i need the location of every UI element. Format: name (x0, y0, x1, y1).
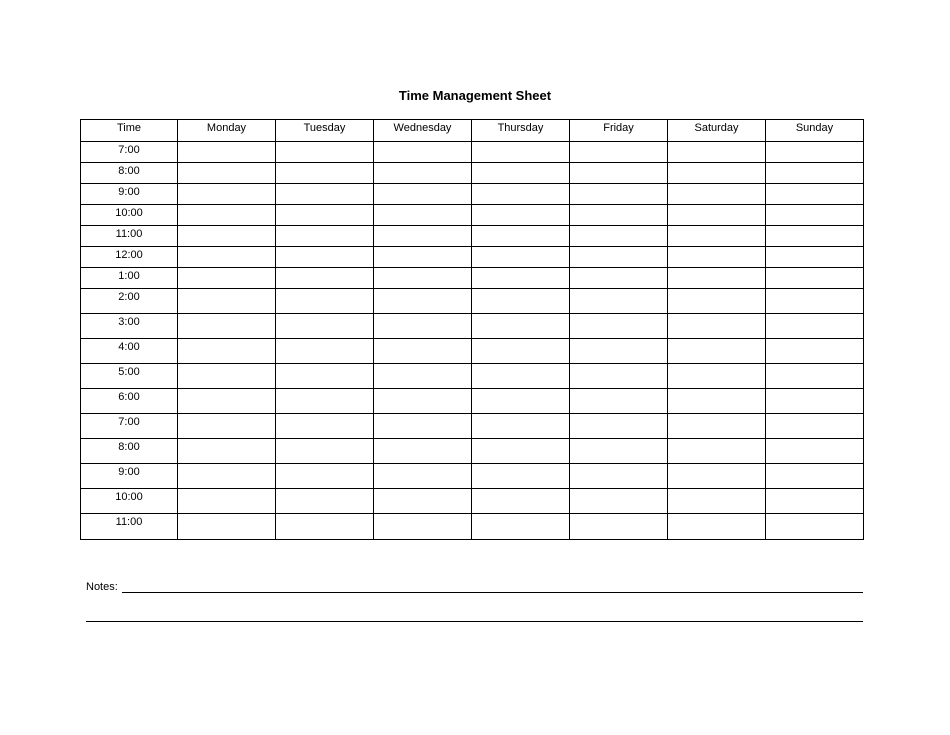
schedule-cell[interactable] (374, 339, 472, 364)
table-row (81, 247, 864, 268)
schedule-cell[interactable] (472, 464, 570, 489)
schedule-cell[interactable] (570, 364, 668, 389)
schedule-cell[interactable] (472, 364, 570, 389)
time-cell: 6:00 (81, 389, 178, 414)
schedule-cell[interactable] (668, 414, 766, 439)
schedule-cell[interactable] (766, 314, 864, 339)
schedule-cell[interactable] (766, 205, 864, 226)
time-cell: 1:00 (81, 268, 178, 289)
schedule-cell[interactable] (276, 247, 374, 268)
schedule-cell[interactable] (178, 439, 276, 464)
schedule-cell[interactable] (570, 389, 668, 414)
schedule-cell[interactable] (766, 268, 864, 289)
schedule-cell[interactable] (276, 439, 374, 464)
schedule-cell[interactable] (276, 226, 374, 247)
schedule-cell[interactable] (766, 439, 864, 464)
schedule-cell[interactable] (374, 314, 472, 339)
schedule-cell[interactable] (766, 184, 864, 205)
schedule-cell[interactable] (668, 514, 766, 540)
time-cell: 11:00 (81, 514, 178, 540)
schedule-cell[interactable] (374, 184, 472, 205)
schedule-cell[interactable] (472, 414, 570, 439)
schedule-cell[interactable] (472, 389, 570, 414)
table-row (81, 268, 864, 289)
schedule-cell[interactable] (766, 142, 864, 163)
schedule-table (80, 119, 864, 540)
schedule-cell[interactable] (766, 514, 864, 540)
schedule-cell[interactable] (276, 489, 374, 514)
schedule-cell[interactable] (570, 268, 668, 289)
column-header-time: Time (81, 120, 178, 142)
schedule-cell[interactable] (178, 226, 276, 247)
schedule-cell[interactable] (178, 314, 276, 339)
schedule-cell[interactable] (276, 314, 374, 339)
schedule-cell[interactable] (178, 268, 276, 289)
schedule-cell[interactable] (570, 314, 668, 339)
schedule-cell[interactable] (374, 389, 472, 414)
table-row (81, 289, 864, 314)
column-header-friday: Friday (570, 120, 668, 142)
schedule-cell[interactable] (276, 289, 374, 314)
schedule-cell[interactable] (668, 289, 766, 314)
schedule-cell[interactable] (374, 489, 472, 514)
schedule-cell[interactable] (766, 389, 864, 414)
schedule-cell[interactable] (766, 414, 864, 439)
schedule-cell[interactable] (668, 464, 766, 489)
column-header-thursday: Thursday (472, 120, 570, 142)
schedule-cell[interactable] (570, 439, 668, 464)
schedule-cell[interactable] (570, 247, 668, 268)
table-row (81, 314, 864, 339)
schedule-cell[interactable] (472, 226, 570, 247)
schedule-cell[interactable] (472, 289, 570, 314)
schedule-cell[interactable] (668, 339, 766, 364)
notes-line[interactable] (122, 580, 863, 593)
schedule-cell[interactable] (374, 414, 472, 439)
schedule-cell[interactable] (178, 514, 276, 540)
time-cell: 11:00 (81, 226, 178, 247)
notes-field (86, 580, 863, 593)
schedule-cell[interactable] (276, 364, 374, 389)
time-cell: 5:00 (81, 364, 178, 389)
schedule-cell[interactable] (570, 464, 668, 489)
schedule-cell[interactable] (472, 205, 570, 226)
table-row (81, 142, 864, 163)
schedule-cell[interactable] (668, 184, 766, 205)
schedule-cell[interactable] (668, 226, 766, 247)
table-row (81, 414, 864, 439)
schedule-cell[interactable] (766, 226, 864, 247)
schedule-cell[interactable] (570, 414, 668, 439)
time-cell: 7:00 (81, 142, 178, 163)
schedule-cell[interactable] (570, 226, 668, 247)
schedule-cell[interactable] (178, 205, 276, 226)
schedule-cell[interactable] (472, 268, 570, 289)
table-row (81, 339, 864, 364)
column-header-wednesday: Wednesday (374, 120, 472, 142)
schedule-cell[interactable] (570, 289, 668, 314)
schedule-cell[interactable] (472, 339, 570, 364)
schedule-cell[interactable] (276, 464, 374, 489)
table-row (81, 464, 864, 489)
schedule-cell[interactable] (570, 489, 668, 514)
schedule-cell[interactable] (570, 339, 668, 364)
schedule-cell[interactable] (766, 364, 864, 389)
schedule-cell[interactable] (766, 247, 864, 268)
schedule-cell[interactable] (374, 439, 472, 464)
schedule-cell[interactable] (668, 314, 766, 339)
schedule-cell[interactable] (472, 514, 570, 540)
table-row (81, 389, 864, 414)
notes-line-second[interactable] (86, 621, 863, 622)
schedule-cell[interactable] (374, 514, 472, 540)
table-row (81, 163, 864, 184)
schedule-cell[interactable] (766, 163, 864, 184)
schedule-cell[interactable] (374, 289, 472, 314)
schedule-cell[interactable] (178, 184, 276, 205)
table-row (81, 364, 864, 389)
schedule-cell[interactable] (668, 364, 766, 389)
schedule-cell[interactable] (374, 142, 472, 163)
schedule-cell[interactable] (668, 439, 766, 464)
table-row (81, 439, 864, 464)
schedule-cell[interactable] (472, 142, 570, 163)
schedule-cell[interactable] (668, 389, 766, 414)
schedule-cell[interactable] (472, 439, 570, 464)
column-header-monday: Monday (178, 120, 276, 142)
schedule-cell[interactable] (178, 339, 276, 364)
time-cell: 4:00 (81, 339, 178, 364)
schedule-cell[interactable] (472, 489, 570, 514)
schedule-cell[interactable] (570, 184, 668, 205)
schedule-cell[interactable] (472, 184, 570, 205)
time-cell: 10:00 (81, 205, 178, 226)
schedule-cell[interactable] (374, 268, 472, 289)
schedule-cell[interactable] (374, 226, 472, 247)
time-cell: 8:00 (81, 163, 178, 184)
schedule-cell[interactable] (570, 163, 668, 184)
schedule-cell[interactable] (766, 489, 864, 514)
time-cell: 12:00 (81, 247, 178, 268)
time-cell: 9:00 (81, 184, 178, 205)
schedule-cell[interactable] (178, 142, 276, 163)
header-row (81, 120, 864, 142)
time-cell: 7:00 (81, 414, 178, 439)
schedule-cell[interactable] (570, 142, 668, 163)
schedule-cell[interactable] (766, 464, 864, 489)
schedule-cell[interactable] (276, 184, 374, 205)
schedule-cell[interactable] (570, 205, 668, 226)
schedule-cell[interactable] (570, 514, 668, 540)
table-row (81, 184, 864, 205)
notes-label: Notes: (86, 581, 118, 593)
schedule-cell[interactable] (374, 247, 472, 268)
time-cell: 9:00 (81, 464, 178, 489)
schedule-cell[interactable] (668, 247, 766, 268)
column-header-tuesday: Tuesday (276, 120, 374, 142)
time-cell: 8:00 (81, 439, 178, 464)
schedule-cell[interactable] (374, 163, 472, 184)
schedule-cell[interactable] (178, 414, 276, 439)
table-row (81, 489, 864, 514)
schedule-cell[interactable] (766, 339, 864, 364)
schedule-cell[interactable] (766, 289, 864, 314)
table-row (81, 205, 864, 226)
schedule-cell[interactable] (276, 514, 374, 540)
schedule-cell[interactable] (668, 205, 766, 226)
schedule-cell[interactable] (178, 489, 276, 514)
schedule-cell[interactable] (374, 364, 472, 389)
table-row (81, 514, 864, 540)
schedule-cell[interactable] (276, 268, 374, 289)
time-cell: 10:00 (81, 489, 178, 514)
page-title: Time Management Sheet (398, 88, 552, 103)
schedule-cell[interactable] (668, 489, 766, 514)
schedule-cell[interactable] (178, 364, 276, 389)
schedule-cell[interactable] (374, 205, 472, 226)
schedule-cell[interactable] (178, 464, 276, 489)
time-cell: 3:00 (81, 314, 178, 339)
schedule-cell[interactable] (276, 389, 374, 414)
schedule-cell[interactable] (668, 142, 766, 163)
schedule-cell[interactable] (276, 205, 374, 226)
schedule-cell[interactable] (276, 339, 374, 364)
table-row (81, 226, 864, 247)
schedule-cell[interactable] (178, 389, 276, 414)
schedule-cell[interactable] (276, 414, 374, 439)
schedule-cell[interactable] (178, 247, 276, 268)
schedule-cell[interactable] (472, 163, 570, 184)
schedule-cell[interactable] (276, 163, 374, 184)
schedule-cell[interactable] (668, 163, 766, 184)
schedule-cell[interactable] (178, 163, 276, 184)
schedule-cell[interactable] (472, 314, 570, 339)
schedule-cell[interactable] (276, 142, 374, 163)
schedule-cell[interactable] (178, 289, 276, 314)
schedule-cell[interactable] (668, 268, 766, 289)
column-header-sunday: Sunday (766, 120, 864, 142)
schedule-cell[interactable] (472, 247, 570, 268)
time-cell: 2:00 (81, 289, 178, 314)
schedule-cell[interactable] (374, 464, 472, 489)
column-header-saturday: Saturday (668, 120, 766, 142)
